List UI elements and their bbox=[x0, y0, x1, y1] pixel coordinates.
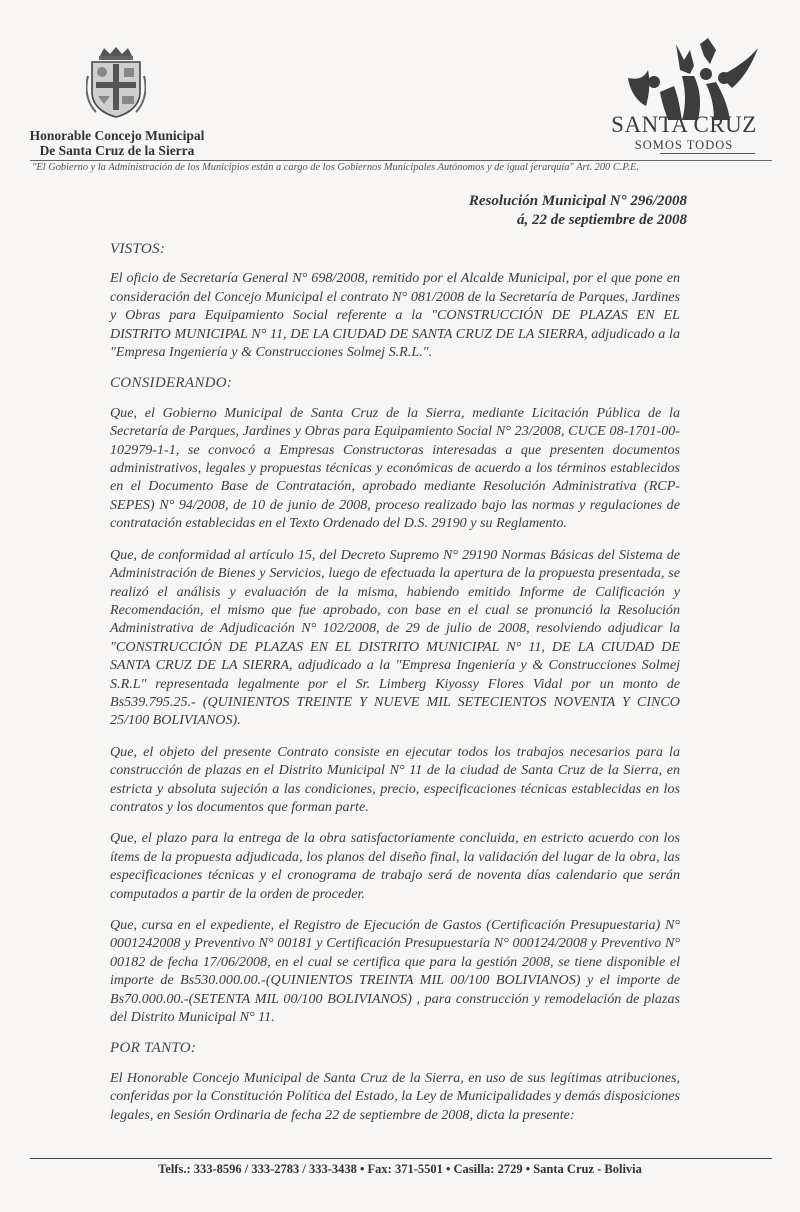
brand-name: SANTA CRUZ bbox=[611, 112, 757, 137]
portanto-paragraph: El Honorable Concejo Municipal de Santa Cruz de la Sierra, en uso de sus legítimas atribuciones, conferidas por la Constitución Política del Estado, la Ley de Municipalidades y demás disposiciones legales, en Sesión Ordinaria de fecha 22 de septiembre de 2008, dicta la presente: bbox=[110, 1069, 680, 1123]
resolution-number: Resolución Municipal N° 296/2008 bbox=[468, 193, 687, 209]
council-name bbox=[22, 128, 212, 158]
footer-divider bbox=[30, 1158, 772, 1159]
considerando-paragraph-3: Que, el objeto del presente Contrato consiste en ejecutar todos los trabajos necesarios para la construcción de plazas en el Distrito Municipal N° 11 de la ciudad de Santa Cruz de la Sierra, en estricta y absoluta sujeción a las condiciones, precio, especificaciones técnicas establecidas en los contratos y los documentos que forman parte. bbox=[110, 743, 680, 815]
council-line-2: De Santa Cruz de la Sierra bbox=[39, 143, 195, 158]
footer-contact: Telfs.: 333-8596 / 333-2783 / 333-3438 • Fax: 371-5501 • Casilla: 2729 • Santa Cruz - Bolivia bbox=[158, 1162, 642, 1176]
considerando-paragraph-2: Que, de conformidad al artículo 15, del Decreto Supremo N° 29190 Normas Básicas del Sistema de Administración de Bienes y Servicios, luego de efectuada la apertura de la propuesta presentada, se realizó el análisis y evaluación de la misma, habiendo emitido Informe de Calificación y Recomendación, el mismo que fue aprobado, con base en el cual se pronunció la Resolución Administrativa de Adjudicación N° 102/2008, de 29 de julio de 2008, resolviendo adjudicar la "CONSTRUCCIÓN DE PLAZAS EN EL DISTRITO MUNICIPAL N° 11, DE LA CIUDAD DE SANTA CRUZ DE LA SIERRA, adjudicado a la "Empresa Ingeniería y & Construcciones Solmej S.R.L" representada legalmente por el Sr. Limberg Kiyossy Flores Vidal por un monto de Bs539.795.25.- (QUINIENTOS TREINTE Y NUEVE MIL SETECIENTOS NOVENTA Y CINCO 25/100 BOLIVIANOS). bbox=[110, 546, 680, 729]
header-divider bbox=[30, 160, 772, 161]
resolution-date: á, 22 de septiembre de 2008 bbox=[517, 212, 687, 228]
constitution-quote: "El Gobierno y la Administración de los Municipios están a cargo de los Gobiernos Municipales Autónomos y de igual jerarquía" Art. 200 C.P.E. bbox=[32, 162, 639, 173]
vistos-heading: VISTOS: bbox=[110, 241, 166, 257]
considerando-paragraph-4: Que, el plazo para la entrega de la obra satisfactoriamente concluida, en estricto acuerdo con los ítems de la propuesta adjudicada, los planos del diseño final, la validación del lugar de la obra, las especificaciones técnicas y el cronograma de trabajo será de noventa días calendario que serán computados a partir de la orden de proceder. bbox=[110, 830, 680, 902]
considerando-heading: CONSIDERANDO: bbox=[110, 375, 233, 392]
resolution-header bbox=[469, 192, 687, 230]
considerando-paragraph-5: Que, cursa en el expediente, el Registro de Ejecución de Gastos (Certificación Presupuestaria) N° 0001242008 y Preventivo N° 00181 y Certificación Presupuestaria N° 000124/2008 y Preventivo N° 00182 de fecha 17/06/2008, en el cual se certifica que para la gestión 2008, se tiene disponible el importe de Bs530.000.00.-(QUINIENTOS TREINTA MIL 00/100 BOLIVIANOS) y el importe de Bs70.000.00.-(SETENTA MIL 00/100 BOLIVIANOS) , para construcción y remodelación de plazas del Distrito Municipal N° 11. bbox=[110, 917, 680, 1026]
portanto-heading: POR TANTO: bbox=[110, 1040, 197, 1057]
brand-underline bbox=[660, 153, 755, 154]
coat-of-arms-icon bbox=[86, 46, 146, 118]
document-body bbox=[110, 240, 680, 1137]
vistos-paragraph: El oficio de Secretaría General N° 698/2008, remitido por el Alcalde Municipal, por el que pone en consideración del Concejo Municipal el contrato N° 081/2008 de la Secretaría de Parques, Jardines y Obras para Equipamiento Social referente a la "CONSTRUCCIÓN DE PLAZAS EN EL DISTRITO MUNICIPAL N° 11, DE LA CIUDAD DE SANTA CRUZ DE LA SIERRA, adjudicado a la "Empresa Ingeniería y & Construcciones Solmej S.R.L.". bbox=[110, 270, 680, 361]
brand-tagline: SOMOS TODOS bbox=[634, 138, 734, 152]
council-line-1: Honorable Concejo Municipal bbox=[29, 128, 205, 143]
considerando-paragraph-1: Que, el Gobierno Municipal de Santa Cruz de la Sierra, mediante Licitación Pública de la Secretaría de Parques, Jardines y Obras para Equipamiento Social N° 23/2008, CUCE 08-1701-00-102979-1-1, se convocó a Empresas Constructoras interesadas a que presenten documentos administrativos, legales y propuestas técnicas y económicas de acuerdo a los términos establecidos en el Documento Base de Contratación, aprobado mediante Resolución Administrativa (RCP-SEPES) N° 94/2008, de 10 de junio de 2008, proceso realizado bajo las normas y regulaciones de contratación establecidas en el Texto Ordenado del D.S. 29190 y su Reglamento. bbox=[110, 404, 680, 532]
santa-cruz-logo-icon bbox=[620, 30, 770, 122]
